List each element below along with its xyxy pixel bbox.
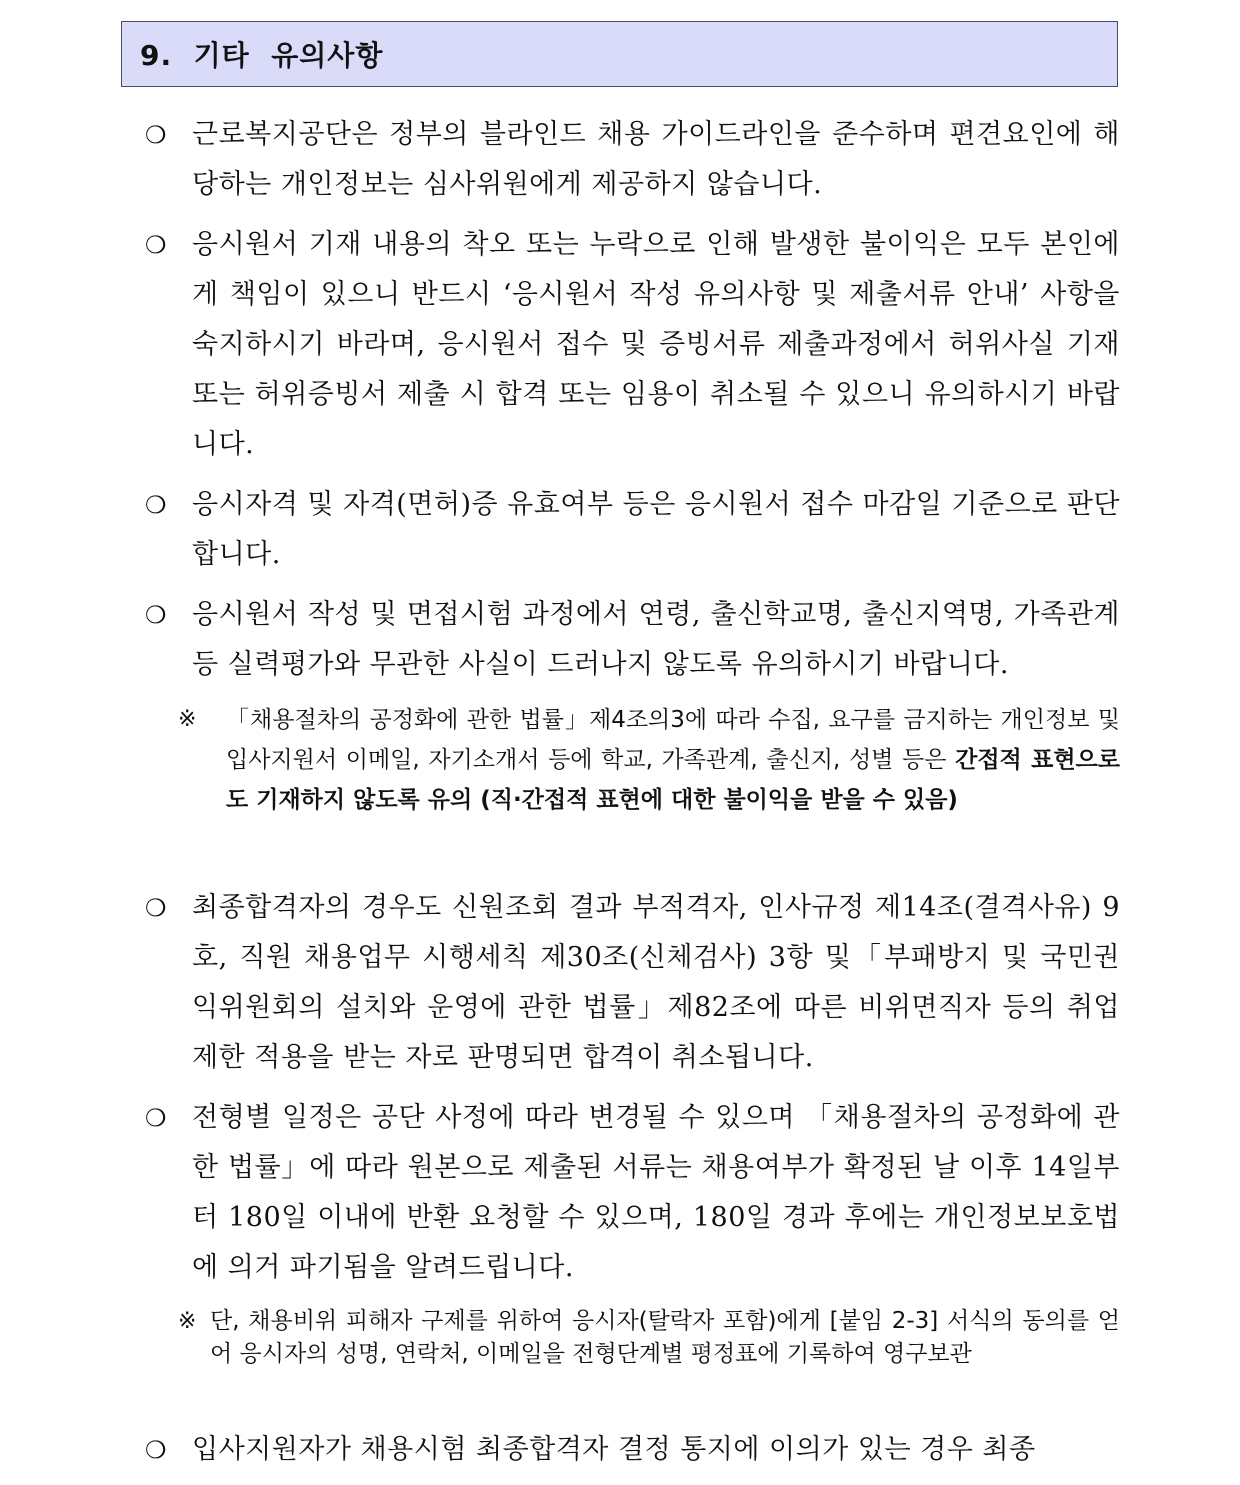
reference-mark-icon: ※	[178, 1309, 197, 1334]
section-header-box	[121, 21, 1118, 87]
note-text	[226, 700, 1120, 820]
list-item-text: 전형별 일정은 공단 사정에 따라 변경될 수 있으며 「채용절차의 공정화에 관한 법률」에 따라 원본으로 제출된 서류는 채용여부가 확정된 날 이후 14일부터 180일 이내에 반환 요청할 수 있으며, 180일 경과 후에는 개인정보보호법에 의거 파기됨을 알려드립니다.	[192, 1102, 1120, 1283]
note-text-normal: 「채용절차의 공정화에 관한 법률」제4조의3에 따라 수집, 요구를 금지하는 개인정보 및 입사지원서 이메일, 자기소개서 등에 학교, 가족관계, 출신지, 성별 등은	[226, 707, 1120, 773]
circle-bullet-icon: ❍	[145, 894, 167, 922]
circle-bullet-icon: ❍	[145, 231, 167, 259]
circle-bullet-icon: ❍	[145, 1436, 167, 1464]
circle-bullet-icon: ❍	[145, 601, 167, 629]
list-item-text: 응시자격 및 자격(면허)증 유효여부 등은 응시원서 접수 마감일 기준으로 판단합니다.	[192, 489, 1120, 570]
list-item-text: 응시원서 기재 내용의 착오 또는 누락으로 인해 발생한 불이익은 모두 본인에게 책임이 있으니 반드시 ‘응시원서 작성 유의사항 및 제출서류 안내’ 사항을 숙지하시기 바라며, 응시원서 접수 및 증빙서류 제출과정에서 허위사실 기재 또는 허위증빙서 제출 시 합격 또는 임용이 취소될 수 있으니 유의하시기 바랍니다.	[192, 229, 1120, 460]
list-item	[145, 883, 1120, 1083]
section-title: 9. 기타 유의사항	[140, 39, 384, 72]
note-block	[178, 1305, 1120, 1371]
note-text: 단, 채용비위 피해자 구제를 위하여 응시자(탈락자 포함)에게 [붙임 2-3] 서식의 동의를 얻어 응시자의 성명, 연락처, 이메일을 전형단계별 평정표에 기록하여 영구보관	[210, 1308, 1120, 1367]
list-item-text: 응시원서 작성 및 면접시험 과정에서 연령, 출신학교명, 출신지역명, 가족관계 등 실력평가와 무관한 사실이 드러나지 않도록 유의하시기 바랍니다.	[192, 599, 1120, 680]
list-item-text: 최종합격자의 경우도 신원조회 결과 부적격자, 인사규정 제14조(결격사유) 9호, 직원 채용업무 시행세칙 제30조(신체검사) 3항 및「부패방지 및 국민권익위원회의 설치와 운영에 관한 법률」제82조에 따른 비위면직자 등의 취업제한 적용을 받는 자로 판명되면 합격이 취소됩니다.	[192, 892, 1120, 1073]
circle-bullet-icon: ❍	[145, 121, 167, 149]
list-item	[145, 220, 1120, 470]
list-item	[145, 110, 1120, 210]
list-item-text: 입사지원자가 채용시험 최종합격자 결정 통지에 이의가 있는 경우 최종	[192, 1434, 1036, 1465]
list-item	[145, 1093, 1120, 1293]
note-block	[178, 700, 1120, 820]
list-item	[145, 480, 1120, 580]
circle-bullet-icon: ❍	[145, 1104, 167, 1132]
list-item-text: 근로복지공단은 정부의 블라인드 채용 가이드라인을 준수하며 편견요인에 해당하는 개인정보는 심사위원에게 제공하지 않습니다.	[192, 119, 1120, 200]
note-text-bold: 간접적 표현으로도 기재하지 않도록 유의 (직·간접적 표현에 대한 불이익을 받을 수 있음)	[226, 747, 1120, 813]
reference-mark-icon: ※	[178, 707, 197, 732]
circle-bullet-icon: ❍	[145, 491, 167, 519]
list-item	[145, 590, 1120, 690]
list-item	[145, 1425, 1120, 1475]
